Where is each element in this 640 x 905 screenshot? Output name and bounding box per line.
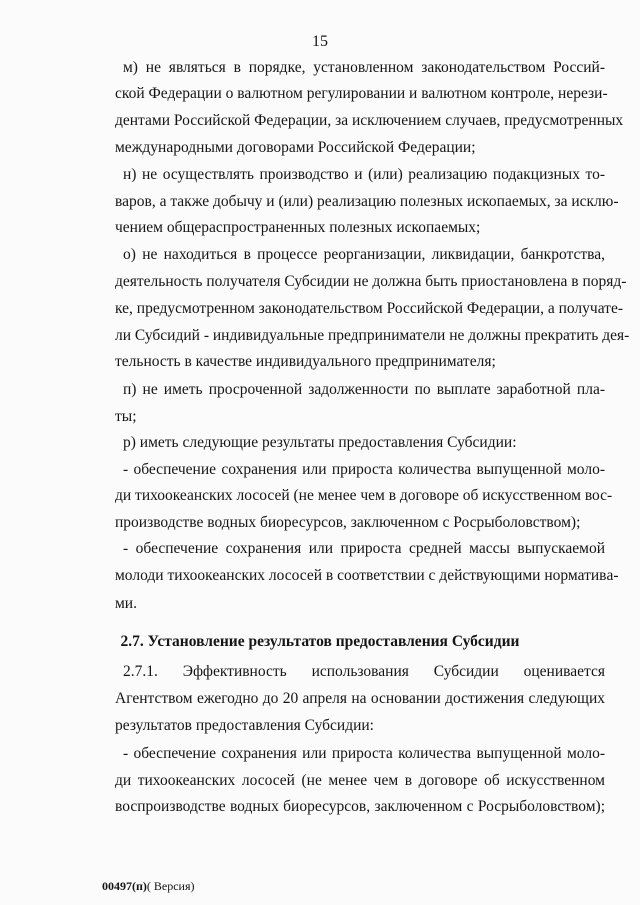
text-line: ке, предусмотренном законодательством Российской Федерации, а получате-	[115, 300, 623, 317]
text-line: тельность в качестве индивидуального предпринимателя;	[115, 353, 496, 370]
document-footer	[102, 879, 195, 894]
text-line: чением общераспространенных полезных ископаемых;	[115, 219, 481, 236]
text-line: производстве водных биоресурсов, заключенном с Росрыболовством);	[115, 514, 581, 531]
text-line: дентами Российской Федерации, за исключением случаев, предусмотренных	[115, 112, 624, 129]
text-line: - обеспечение сохранения или прироста средней массы выпускаемой	[123, 540, 605, 557]
document-code: 00497(п)	[102, 879, 147, 893]
text-line: ми.	[115, 595, 137, 612]
text-line: - обеспечение сохранения или прироста количества выпущенной моло-	[123, 461, 605, 478]
text-line: ди тихоокеанских лососей (не менее чем в договоре об искусственном	[115, 772, 605, 789]
text-line: ди тихоокеанских лососей (не менее чем в договоре об искусственном вос-	[115, 487, 613, 504]
text-line: варов, а также добычу и (или) реализацию полезных ископаемых, за исклю-	[115, 193, 619, 210]
text-line: м) не являться в порядке, установленном законодательством Россий-	[123, 59, 605, 76]
page-number: 15	[312, 33, 328, 50]
text-line: - обеспечение сохранения или прироста количества выпущенной моло-	[123, 745, 605, 762]
text-line: 2.7.1. Эффективность использования Субсидии оценивается	[123, 663, 605, 680]
section-heading: 2.7. Установление результатов предоставления Субсидии	[120, 633, 520, 650]
text-line: н) не осуществлять производство и (или) реализацию подакцизных то-	[123, 166, 605, 183]
text-line: р) иметь следующие результаты предоставления Субсидии:	[123, 434, 517, 451]
text-line: ской Федерации о валютном регулировании и валютном контроле, нерези-	[115, 85, 608, 102]
text-line: деятельность получателя Субсидии не должна быть приостановлена в поряд-	[115, 273, 627, 290]
text-line: ли Субсидий - индивидуальные предприниматели не должны прекратить дея-	[115, 327, 630, 344]
text-line: Агентством ежегодно до 20 апреля на основании достижения следующих	[115, 690, 605, 707]
text-line: воспроизводстве водных биоресурсов, заключенном с Росрыболовством);	[115, 798, 605, 815]
text-line: молоди тихоокеанских лососей в соответствии с действующими нормативa-	[115, 567, 619, 584]
text-line: международными договорами Российской Федерации;	[115, 139, 476, 156]
document-version: ( Версия)	[146, 879, 195, 893]
text-line: результатов предоставления Субсидии:	[115, 717, 374, 734]
text-line: о) не находиться в процессе реорганизации, ликвидации, банкротства,	[123, 246, 605, 263]
text-line: п) не иметь просроченной задолженности по выплате заработной пла-	[123, 381, 605, 398]
text-line: ты;	[115, 408, 137, 425]
